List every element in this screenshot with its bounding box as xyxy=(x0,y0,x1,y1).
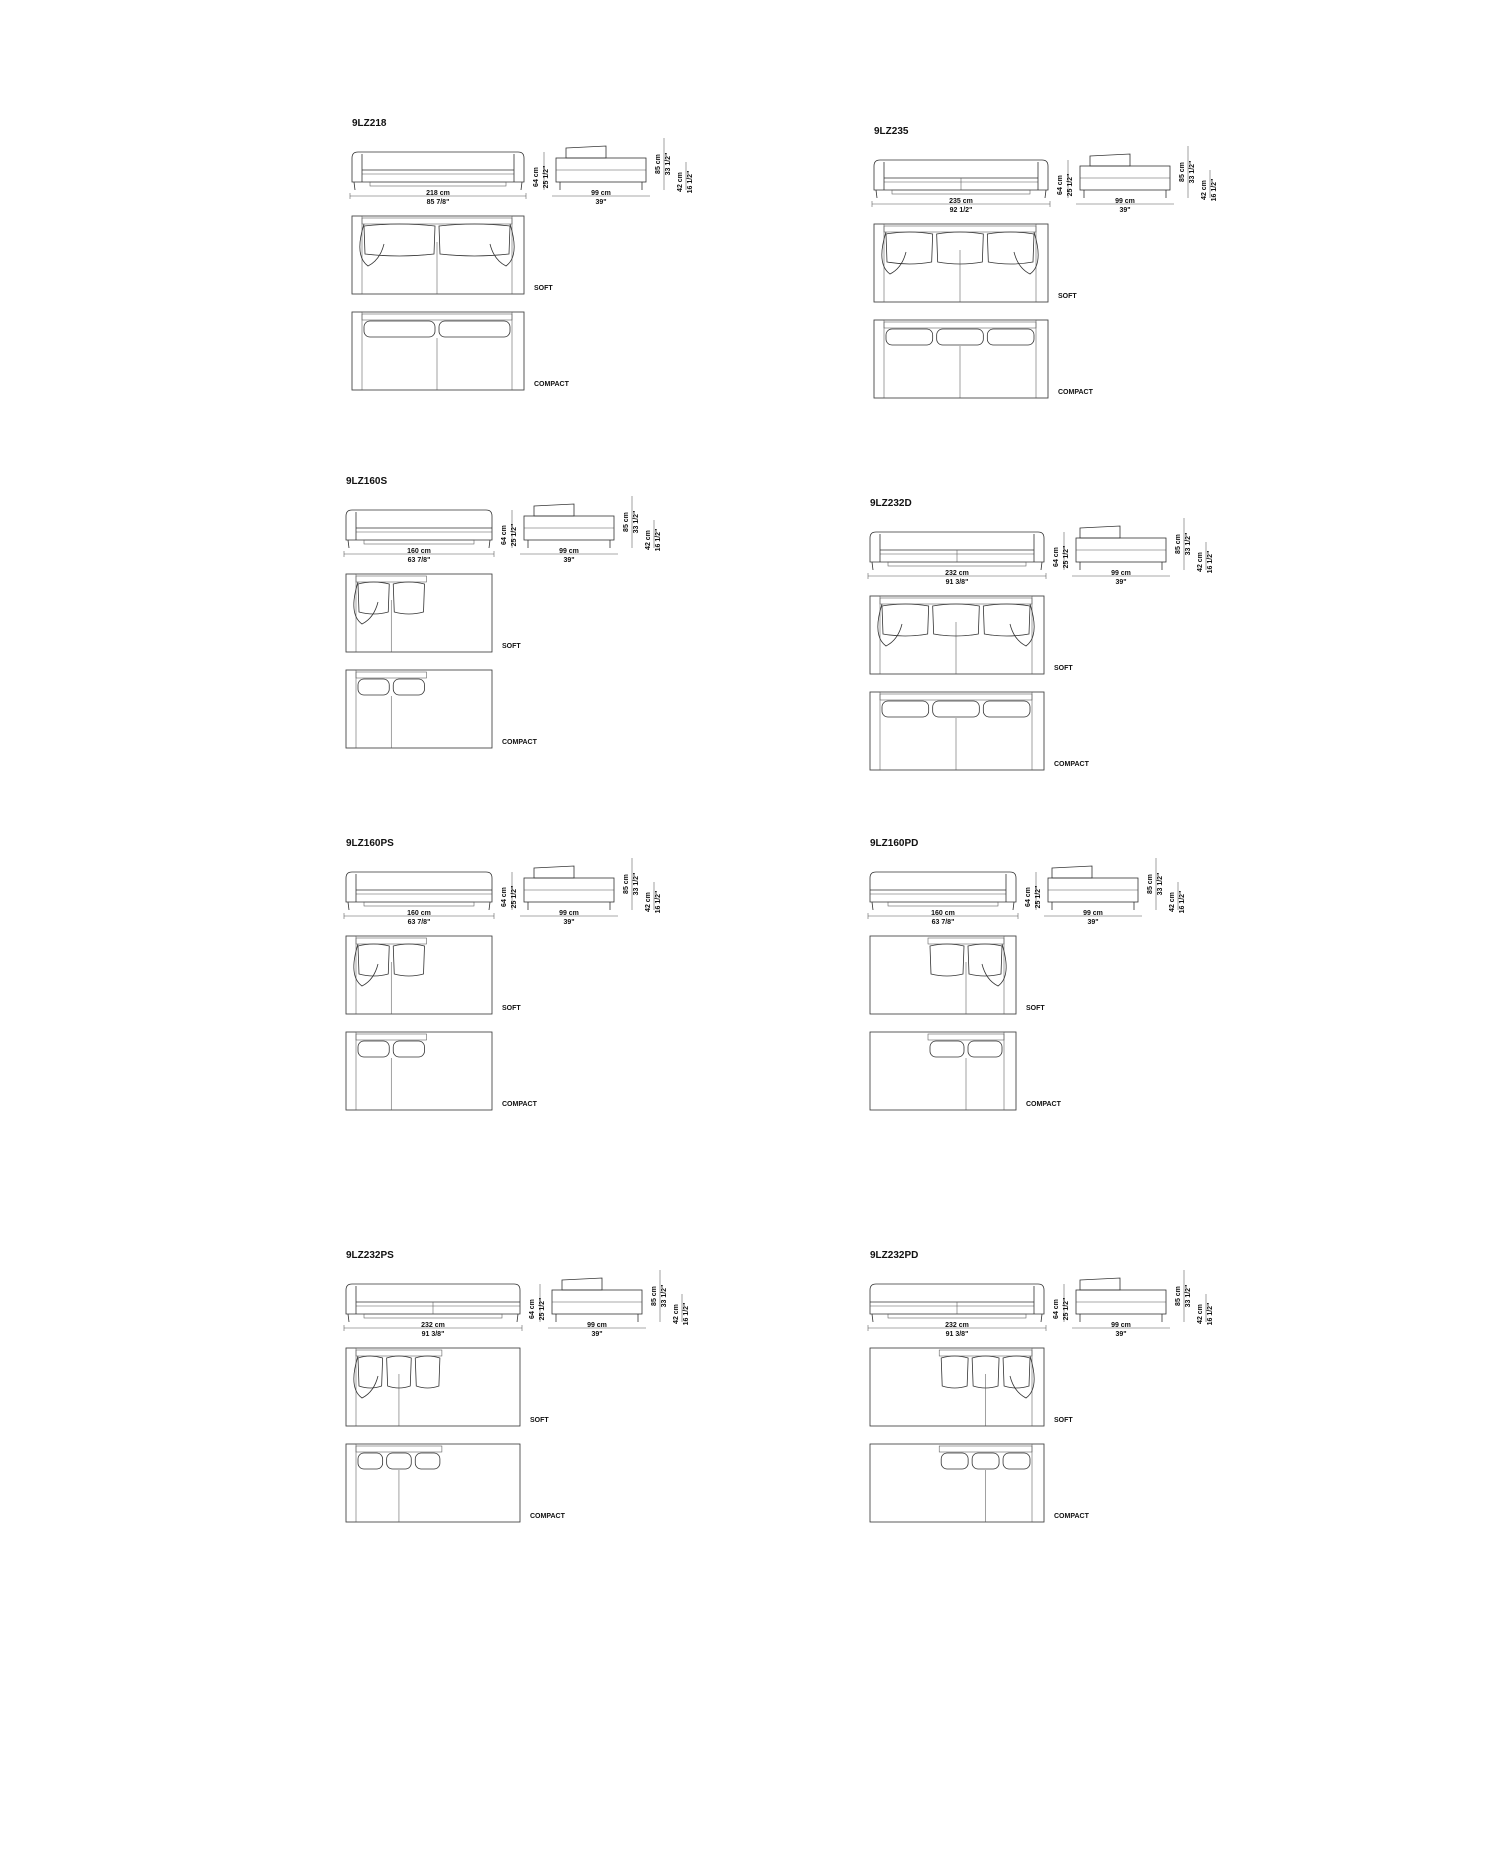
depth-in: 39" xyxy=(1115,579,1127,586)
height-64-in: 25 1/2" xyxy=(1063,1297,1070,1321)
height-85-cm: 85 cm xyxy=(655,154,662,174)
module-code: 9LZ218 xyxy=(352,118,387,129)
depth-cm: 99 cm xyxy=(591,190,611,197)
label-soft: SOFT xyxy=(1054,1417,1073,1424)
length-in: 63 7/8" xyxy=(931,919,955,926)
length-in: 63 7/8" xyxy=(407,557,431,564)
plan-soft xyxy=(870,596,1044,674)
height-85-cm: 85 cm xyxy=(623,874,630,894)
height-64-cm: 64 cm xyxy=(1025,887,1032,907)
length-in: 91 3/8" xyxy=(945,579,969,586)
length-cm: 160 cm xyxy=(407,548,431,555)
length-cm: 160 cm xyxy=(407,910,431,917)
depth-in: 39" xyxy=(595,199,607,206)
depth-in: 39" xyxy=(1087,919,1099,926)
side-view xyxy=(524,866,614,910)
label-compact: COMPACT xyxy=(1054,1513,1089,1520)
height-85-in: 33 1/2" xyxy=(661,1284,668,1308)
plan-soft xyxy=(346,574,492,652)
front-view xyxy=(346,510,492,548)
depth-in: 39" xyxy=(591,1331,603,1338)
length-in: 85 7/8" xyxy=(426,199,450,206)
height-42-in: 16 1/2" xyxy=(1207,1302,1214,1326)
plan-compact xyxy=(870,1032,1016,1110)
height-64-cm: 64 cm xyxy=(529,1299,536,1319)
height-85-in: 33 1/2" xyxy=(1185,532,1192,556)
module-code: 9LZ160S xyxy=(346,476,388,487)
length-in: 63 7/8" xyxy=(407,919,431,926)
module-drawing xyxy=(868,496,1268,836)
depth-cm: 99 cm xyxy=(587,1322,607,1329)
side-view xyxy=(1048,866,1138,910)
depth-in: 39" xyxy=(1115,1331,1127,1338)
height-85-cm: 85 cm xyxy=(1175,534,1182,554)
height-42-cm: 42 cm xyxy=(677,172,684,192)
height-42-in: 16 1/2" xyxy=(687,170,694,194)
height-85-in: 33 1/2" xyxy=(665,152,672,176)
plan-soft xyxy=(346,1348,520,1426)
height-64-cm: 64 cm xyxy=(533,167,540,187)
plan-compact xyxy=(346,1032,492,1110)
module-code: 9LZ160PS xyxy=(346,838,394,849)
label-soft: SOFT xyxy=(1054,665,1073,672)
front-view xyxy=(346,872,492,910)
depth-cm: 99 cm xyxy=(1083,910,1103,917)
height-42-cm: 42 cm xyxy=(1197,552,1204,572)
height-85-cm: 85 cm xyxy=(651,1286,658,1306)
plan-compact xyxy=(346,670,492,748)
label-compact: COMPACT xyxy=(1026,1101,1061,1108)
length-cm: 232 cm xyxy=(421,1322,445,1329)
height-42-in: 16 1/2" xyxy=(683,1302,690,1326)
label-soft: SOFT xyxy=(502,643,521,650)
side-view xyxy=(524,504,614,548)
label-compact: COMPACT xyxy=(1058,389,1093,396)
height-42-in: 16 1/2" xyxy=(1179,890,1186,914)
label-soft: SOFT xyxy=(530,1417,549,1424)
label-compact: COMPACT xyxy=(502,1101,537,1108)
height-42-cm: 42 cm xyxy=(1201,180,1208,200)
height-64-in: 25 1/2" xyxy=(1067,173,1074,197)
height-64-cm: 64 cm xyxy=(1057,175,1064,195)
height-85-in: 33 1/2" xyxy=(633,872,640,896)
label-compact: COMPACT xyxy=(502,739,537,746)
height-42-in: 16 1/2" xyxy=(1211,178,1218,202)
height-85-in: 33 1/2" xyxy=(1189,160,1196,184)
height-64-in: 25 1/2" xyxy=(1063,545,1070,569)
front-view xyxy=(346,1284,520,1322)
height-42-cm: 42 cm xyxy=(645,892,652,912)
front-view xyxy=(870,532,1044,570)
plan-soft xyxy=(874,224,1048,302)
module-code: 9LZ232PD xyxy=(870,1250,919,1261)
front-view xyxy=(870,1284,1044,1322)
module-drawing xyxy=(868,836,1268,1176)
height-85-cm: 85 cm xyxy=(1147,874,1154,894)
length-in: 92 1/2" xyxy=(949,207,973,214)
module-code: 9LZ232D xyxy=(870,498,912,509)
length-in: 91 3/8" xyxy=(421,1331,445,1338)
height-42-in: 16 1/2" xyxy=(1207,550,1214,574)
plan-compact xyxy=(870,692,1044,770)
length-cm: 232 cm xyxy=(945,1322,969,1329)
depth-in: 39" xyxy=(563,557,575,564)
module-drawing xyxy=(344,474,744,814)
module-drawing xyxy=(872,124,1272,464)
plan-soft xyxy=(870,1348,1044,1426)
height-42-cm: 42 cm xyxy=(673,1304,680,1324)
module-drawing xyxy=(344,1248,744,1588)
depth-cm: 99 cm xyxy=(1115,198,1135,205)
label-soft: SOFT xyxy=(502,1005,521,1012)
height-64-in: 25 1/2" xyxy=(511,885,518,909)
side-view xyxy=(1076,526,1166,570)
height-42-cm: 42 cm xyxy=(1197,1304,1204,1324)
depth-cm: 99 cm xyxy=(559,910,579,917)
length-cm: 218 cm xyxy=(426,190,450,197)
label-compact: COMPACT xyxy=(530,1513,565,1520)
height-64-in: 25 1/2" xyxy=(543,165,550,189)
side-view xyxy=(1080,154,1170,198)
depth-in: 39" xyxy=(563,919,575,926)
depth-in: 39" xyxy=(1119,207,1131,214)
plan-compact xyxy=(870,1444,1044,1522)
length-cm: 160 cm xyxy=(931,910,955,917)
front-view xyxy=(352,152,524,190)
plan-compact xyxy=(346,1444,520,1522)
depth-cm: 99 cm xyxy=(1111,1322,1131,1329)
front-view xyxy=(874,160,1048,198)
side-view xyxy=(556,146,646,190)
height-85-cm: 85 cm xyxy=(1179,162,1186,182)
height-64-in: 25 1/2" xyxy=(539,1297,546,1321)
depth-cm: 99 cm xyxy=(559,548,579,555)
label-soft: SOFT xyxy=(534,285,553,292)
height-85-in: 33 1/2" xyxy=(633,510,640,534)
plan-compact xyxy=(874,320,1048,398)
height-85-cm: 85 cm xyxy=(623,512,630,532)
module-code: 9LZ160PD xyxy=(870,838,919,849)
module-drawing xyxy=(344,836,744,1176)
length-in: 91 3/8" xyxy=(945,1331,969,1338)
height-42-cm: 42 cm xyxy=(1169,892,1176,912)
plan-soft xyxy=(870,936,1016,1014)
depth-cm: 99 cm xyxy=(1111,570,1131,577)
length-cm: 232 cm xyxy=(945,570,969,577)
front-view xyxy=(870,872,1016,910)
height-85-cm: 85 cm xyxy=(1175,1286,1182,1306)
height-42-cm: 42 cm xyxy=(645,530,652,550)
label-soft: SOFT xyxy=(1058,293,1077,300)
side-view xyxy=(552,1278,642,1322)
module-drawing xyxy=(868,1248,1268,1588)
label-compact: COMPACT xyxy=(1054,761,1089,768)
module-code: 9LZ232PS xyxy=(346,1250,394,1261)
height-64-cm: 64 cm xyxy=(501,525,508,545)
height-64-cm: 64 cm xyxy=(1053,547,1060,567)
side-view xyxy=(1076,1278,1166,1322)
plan-soft xyxy=(346,936,492,1014)
height-64-cm: 64 cm xyxy=(1053,1299,1060,1319)
height-42-in: 16 1/2" xyxy=(655,890,662,914)
module-code: 9LZ235 xyxy=(874,126,909,137)
plan-soft xyxy=(352,216,524,294)
module-drawing xyxy=(350,116,750,456)
height-85-in: 33 1/2" xyxy=(1185,1284,1192,1308)
height-64-in: 25 1/2" xyxy=(1035,885,1042,909)
height-64-cm: 64 cm xyxy=(501,887,508,907)
label-soft: SOFT xyxy=(1026,1005,1045,1012)
length-cm: 235 cm xyxy=(949,198,973,205)
label-compact: COMPACT xyxy=(534,381,569,388)
height-64-in: 25 1/2" xyxy=(511,523,518,547)
height-42-in: 16 1/2" xyxy=(655,528,662,552)
height-85-in: 33 1/2" xyxy=(1157,872,1164,896)
plan-compact xyxy=(352,312,524,390)
